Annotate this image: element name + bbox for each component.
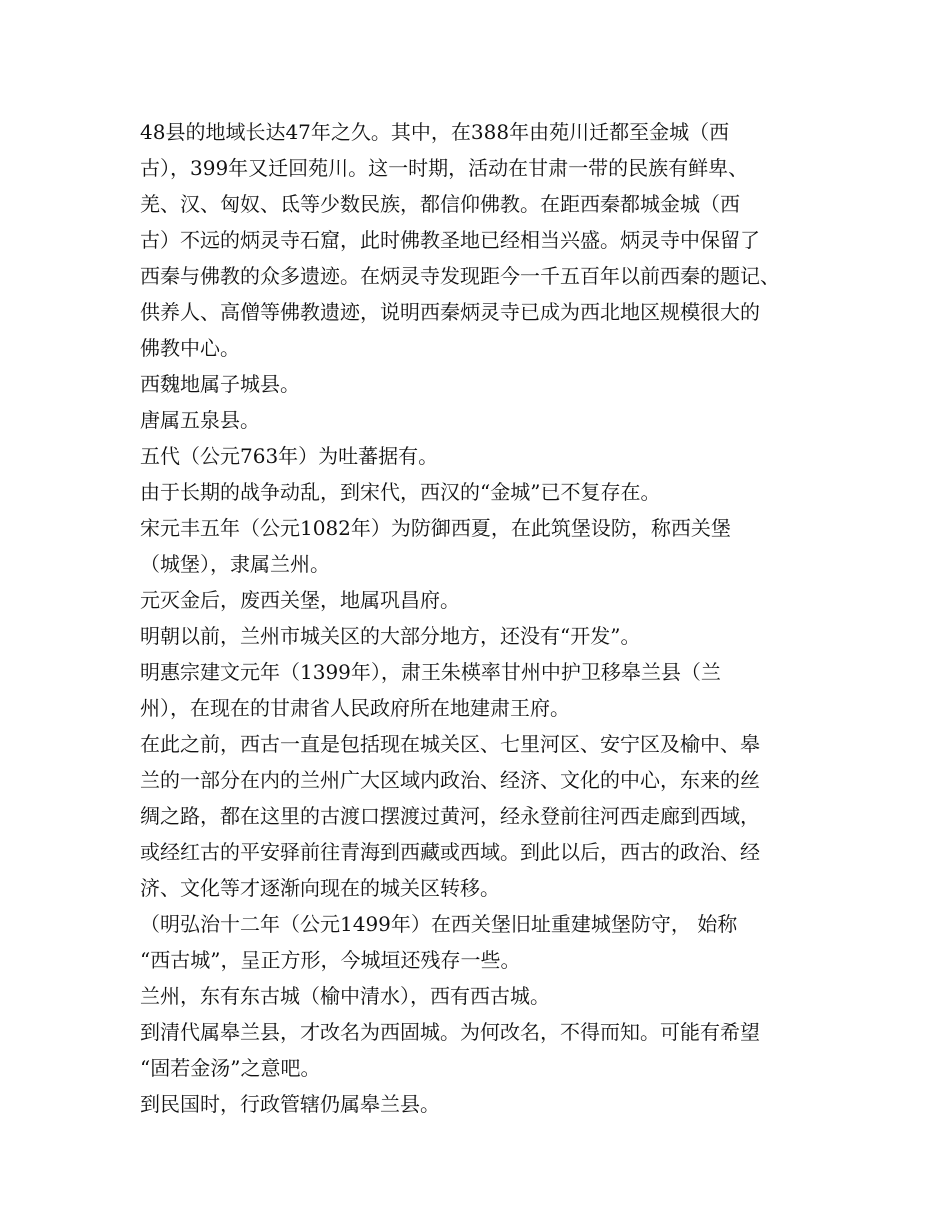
text-line: 羌、汉、匈奴、氐等少数民族，都信仰佛教。在距西秦都城金城（西	[140, 192, 740, 216]
text-line: 在此之前，西古一直是包括现在城关区、七里河区、安宁区及榆中、皋	[140, 732, 760, 756]
text-line: 济、文化等才逐渐向现在的城关区转移。	[140, 876, 500, 900]
text-line: 明惠宗建文元年（1399年），肃王朱楧率甘州中护卫移皋兰县（兰	[140, 660, 721, 684]
text-line: 五代（公元763年）为吐蕃据有。	[140, 444, 439, 468]
text-line: 到民国时，行政管辖仍属皋兰县。	[140, 1092, 440, 1116]
text-line: 唐属五泉县。	[140, 408, 260, 432]
text-line: 佛教中心。	[140, 336, 240, 360]
text-line: 绸之路，都在这里的古渡口摆渡过黄河，经永登前往河西走廊到西域，	[140, 804, 760, 828]
text-line: 或经红古的平安驿前往青海到西藏或西域。到此以后，西古的政治、经	[140, 840, 760, 864]
text-line: 元灭金后，废西关堡，地属巩昌府。	[140, 588, 460, 612]
text-line: 由于长期的战争动乱，到宋代，西汉的“金城”已不复存在。	[140, 480, 661, 504]
text-line: 西魏地属子城县。	[140, 372, 300, 396]
text-line: 州），在现在的甘肃省人民政府所在地建肃王府。	[140, 696, 570, 720]
text-line: 西秦与佛教的众多遗迹。在炳灵寺发现距今一千五百年以前西秦的题记、	[140, 264, 780, 288]
text-line: “固若金汤”之意吧。	[140, 1056, 321, 1080]
text-line: 明朝以前，兰州市城关区的大部分地方，还没有“开发”。	[140, 624, 641, 648]
document-body	[140, 114, 822, 1122]
text-line: 兰州，东有东古城（榆中清水），西有西古城。	[140, 984, 550, 1008]
text-line: 古），399年又迁回苑川。这一时期，活动在甘肃一带的民族有鲜卑、	[140, 156, 749, 180]
text-line: （城堡），隶属兰州。	[140, 552, 330, 576]
text-line: 到清代属皋兰县，才改名为西固城。为何改名，不得而知。可能有希望	[140, 1020, 760, 1044]
text-line: （明弘治十二年（公元1499年）在西关堡旧址重建城堡防守， 始称	[140, 912, 738, 936]
text-line: 供养人、高僧等佛教遗迹，说明西秦炳灵寺已成为西北地区规模很大的	[140, 300, 760, 324]
text-line: 古）不远的炳灵寺石窟，此时佛教圣地已经相当兴盛。炳灵寺中保留了	[140, 228, 760, 252]
text-line: “西古城”，呈正方形，今城垣还残存一些。	[140, 948, 521, 972]
text-line: 宋元丰五年（公元1082年）为防御西夏，在此筑堡设防，称西关堡	[140, 516, 731, 540]
text-line: 兰的一部分在内的兰州广大区域内政治、经济、文化的中心，东来的丝	[140, 768, 760, 792]
text-line: 48县的地域长达47年之久。其中，在388年由苑川迁都至金城（西	[140, 120, 730, 144]
